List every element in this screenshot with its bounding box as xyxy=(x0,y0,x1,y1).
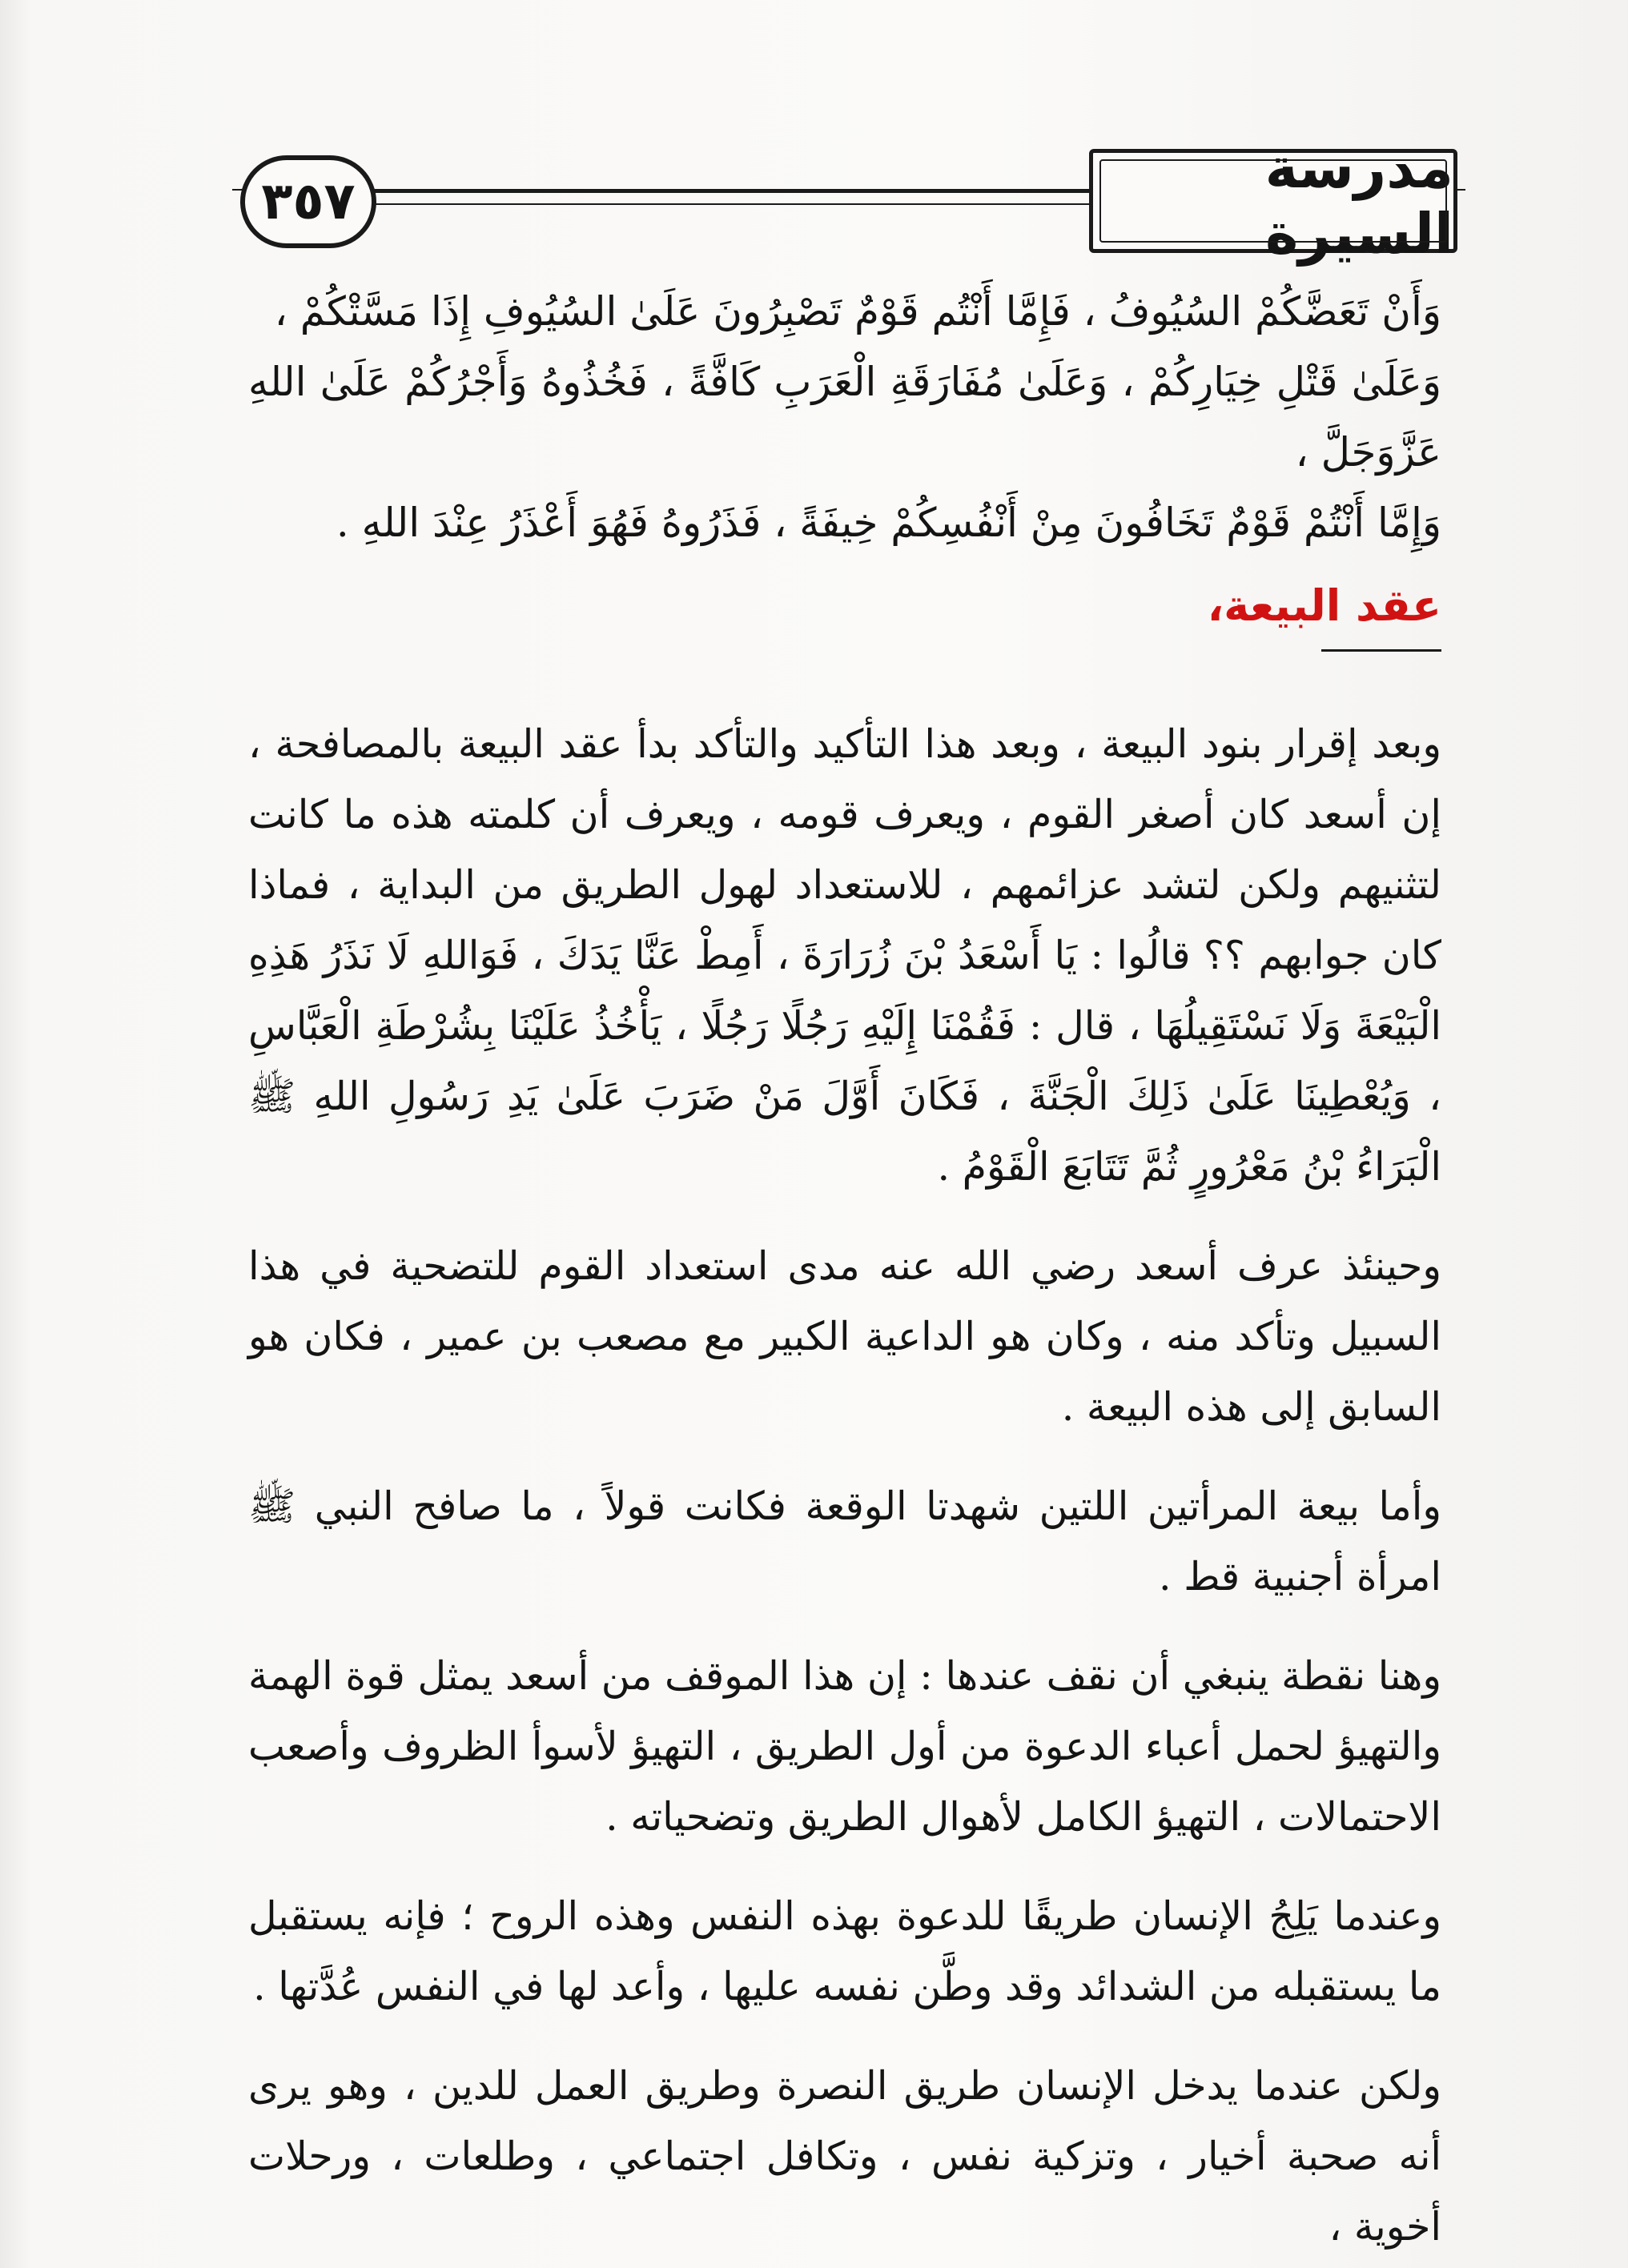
quote-block xyxy=(248,276,1441,558)
paragraph: وعندما يَلِجُ الإنسان طريقًا للدعوة بهذه النفس وهذه الروح ؛ فإنه يستقبل ما يستقبله من الشدائد وقد وطَّن نفسه عليها ، وأعد لها في النفس عُدَّتها . xyxy=(248,1893,1441,2009)
section-heading-underline xyxy=(1321,649,1441,652)
page-number-badge xyxy=(240,155,376,248)
book-title: مدرسة السيرة xyxy=(1264,135,1453,267)
page-number: ٣٥٧ xyxy=(261,172,356,231)
section-heading-wrap xyxy=(248,558,1441,709)
header-rule-upper xyxy=(368,189,1089,193)
paragraph: وهنا نقطة ينبغي أن نقف عندها : إن هذا الموقف من أسعد يمثل قوة الهمة والتهيؤ لحمل أعباء الدعوة من أول الطريق ، التهيؤ لأسوأ الظروف وأصعب الاحتمالات ، التهيؤ الكامل لأهوال الطريق وتضحياته . xyxy=(248,1653,1441,1840)
paragraph: ولكن عندما يدخل الإنسان طريق النصرة وطريق العمل للدين ، وهو يرى أنه صحبة أخيار ، وتزكية نفس ، وتكافل اجتماعي ، وطلعات ، ورحلات أخوية ، xyxy=(248,2063,1441,2250)
book-title-frame xyxy=(1089,135,1457,267)
section-heading: عقد البيعة، xyxy=(1207,580,1441,631)
quote-line: وَأَنْ تَعَضَّكُمْ السُيُوفُ ، فَإِمَّا أَنْتُم قَوْمٌ تَصْبِرُونَ عَلَىٰ السُيُوفِ إِذَا مَسَّتْكُمْ ، xyxy=(274,288,1441,335)
paragraph: وحينئذ عرف أسعد رضي الله عنه مدى استعداد القوم للتضحية في هذا السبيل وتأكد منه ، وكان هو الداعية الكبير مع مصعب بن عمير ، فكان هو السابق إلى هذه البيعة . xyxy=(248,1243,1441,1430)
page-body xyxy=(248,276,1441,2262)
paragraph: وبعد إقرار بنود البيعة ، وبعد هذا التأكيد والتأكد بدأ عقد البيعة بالمصافحة ، إن أسعد كان أصغر القوم ، ويعرف قومه ، ويعرف أن كلمته هذه ما كانت لتثنيهم ولكن لتشد عزائمهم ، للاستعداد لهول الطريق من البداية ، فماذا كان جوابهم ؟؟ قالُوا : يَا أَسْعَدُ بْنَ زُرَارَةَ ، أَمِطْ عَنَّا يَدَكَ ، فَوَاللهِ لَا نَذَرُ هَذِهِ الْبَيْعَةَ وَلَا نَسْتَقِيلُهَا ، قال : فَقُمْنَا إِلَيْهِ رَجُلًا رَجُلًا ، يَأْخُذُ عَلَيْنَا بِشُرْطَةِ الْعَبَّاسِ ، وَيُعْطِينَا عَلَىٰ ذَلِكَ الْجَنَّةَ ، فَكَانَ أَوَّلَ مَنْ ضَرَبَ عَلَىٰ يَدِ رَسُولِ اللهِ ﷺ الْبَرَاءُ بْنُ مَعْرُورٍ ثُمَّ تَتَابَعَ الْقَوْمُ . xyxy=(248,721,1441,1190)
quote-line: وَإِمَّا أَنْتُمْ قَوْمٌ تَخَافُونَ مِنْ أَنْفُسِكُمْ خِيفَةً ، فَذَرُوهُ فَهُوَ أَعْذَرُ عِنْدَ اللهِ . xyxy=(336,500,1441,546)
page-header xyxy=(240,135,1457,267)
paragraph: وأما بيعة المرأتين اللتين شهدتا الوقعة فكانت قولاً ، ما صافح النبي ﷺ امرأة أجنبية قط . xyxy=(248,1483,1441,1600)
header-rule-lower xyxy=(368,203,1089,205)
quote-line: وَعَلَىٰ قَتْلِ خِيَارِكُمْ ، وَعَلَىٰ مُفَارَقَةِ الْعَرَبِ كَافَّةً ، فَخُذُوهُ وَأَجْرُكُمْ عَلَىٰ اللهِ عَزَّوَجَلَّ ، xyxy=(248,359,1441,476)
